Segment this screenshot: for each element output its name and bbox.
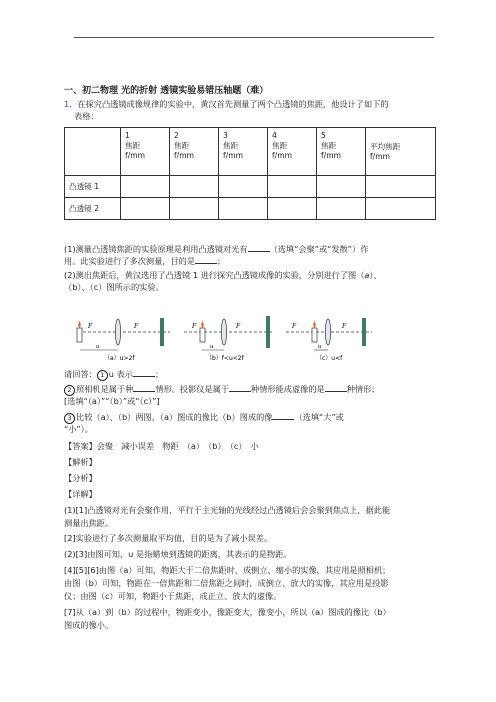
screen-icon bbox=[160, 318, 164, 346]
candle-icon bbox=[312, 328, 317, 342]
lens-icon bbox=[115, 319, 120, 345]
flame-icon bbox=[78, 321, 81, 328]
part1-line2: 用。此实验进行了多次测量，目的是 ； bbox=[64, 256, 226, 266]
setup-a bbox=[77, 318, 170, 362]
detail-3: (2)[3]由图可知，u 是指蜡烛到透镜的距离，其表示的是物距。 bbox=[64, 549, 292, 559]
candle-icon bbox=[77, 328, 82, 342]
table-cell bbox=[219, 176, 268, 198]
figure-caption: （a）u>2f bbox=[104, 355, 135, 362]
section-title: 一、初二物理 光的折射 透镜实验易错压轴题（难） bbox=[64, 86, 269, 96]
detail-1b: 测量出焦距。 bbox=[64, 518, 114, 528]
jiexi-label: 【解析】 bbox=[64, 457, 97, 467]
fenxi-label: 【分析】 bbox=[64, 473, 97, 483]
answer-line: 【答案】会聚 减小误差 物距 （a） （b） （c） 小 bbox=[64, 441, 259, 451]
u-label: u bbox=[210, 344, 214, 350]
answer-blank bbox=[133, 368, 155, 377]
screen-icon bbox=[266, 316, 270, 348]
table-cell bbox=[121, 176, 170, 198]
answer-blank bbox=[195, 255, 217, 264]
detail-4b: 由图（b）可知，物距在一倍焦距和二倍焦距之间时，成倒立、放大的实像，其应用是投影 bbox=[64, 578, 389, 588]
question-number: 1． bbox=[64, 99, 78, 109]
flame-icon bbox=[201, 321, 204, 328]
part1-line1: (1)测量凸透镜焦距的实验原理是利用凸透镜对光有 （选填“会聚”或“发散”）作 bbox=[64, 244, 369, 254]
screen-icon bbox=[362, 318, 366, 346]
focal-label: F bbox=[88, 323, 93, 330]
u-label: u bbox=[318, 344, 322, 350]
table-header-row bbox=[65, 128, 436, 176]
table-cell bbox=[317, 176, 366, 198]
lens-icon bbox=[221, 319, 226, 345]
answer-prompt-line: 请回答： 1 u 表示 ； bbox=[64, 369, 164, 379]
table-cell bbox=[170, 198, 219, 220]
table-cell bbox=[268, 198, 317, 220]
circled-number-2: 2 bbox=[64, 385, 75, 396]
row-label: 凸透镜 1 bbox=[65, 176, 121, 198]
setup-c bbox=[286, 318, 372, 362]
table-header-cell: 4 焦距 f/mm bbox=[268, 128, 317, 176]
detail-4a: [4][5][6]由图（a）可知，物距大于二倍焦距时，成倒立、缩小的实像，其应用是照相机； bbox=[64, 565, 391, 575]
focal-label: F bbox=[134, 323, 139, 330]
candle-icon bbox=[200, 328, 205, 342]
part2-line1: (2)测出焦距后，黄汉选用了凸透镜 1 进行探究凸透镜成像的实验，分别进行了图（a）、 bbox=[64, 270, 382, 280]
table-cell bbox=[219, 198, 268, 220]
table-header-cell: 2 焦距 f/mm bbox=[170, 128, 219, 176]
header-rule bbox=[74, 37, 434, 38]
answer-blank bbox=[272, 411, 294, 420]
figure-caption: （c）u<f bbox=[316, 355, 343, 362]
detail-5b: 图成的像小。 bbox=[64, 620, 114, 630]
table-header-cell: 5 焦距 f/mm bbox=[317, 128, 366, 176]
table-header-cell: 平均焦距 f/mm bbox=[366, 128, 436, 176]
lens-icon bbox=[325, 319, 330, 345]
focal-label: F bbox=[342, 323, 347, 330]
circled-number-3: 3 bbox=[64, 413, 75, 424]
table-row bbox=[65, 198, 436, 220]
lens-experiment-figure bbox=[74, 310, 374, 362]
question-stem-line2: 表格： bbox=[74, 111, 99, 121]
focal-length-table bbox=[64, 127, 436, 220]
circled-number-1: 1 bbox=[97, 370, 108, 381]
detail-4c: 仪；由图（c）可知，物距小于焦距，成正立、放大的虚像。 bbox=[64, 591, 282, 601]
sub2-line: 2 照相机是属于种 情形。投影仪是属于 种情形能成虚像的是 种情形； bbox=[64, 383, 380, 396]
answer-blank bbox=[133, 383, 155, 392]
table-cell bbox=[121, 198, 170, 220]
table-cell bbox=[366, 176, 436, 198]
table-cell bbox=[317, 198, 366, 220]
row-label: 凸透镜 2 bbox=[65, 198, 121, 220]
focal-label: F bbox=[236, 323, 241, 330]
focal-label: F bbox=[292, 323, 297, 330]
part2-line2: （b）、（c）图所示的实验。 bbox=[64, 282, 164, 292]
table-cell bbox=[366, 198, 436, 220]
table-cell bbox=[170, 176, 219, 198]
table-header-cell: 3 焦距 f/mm bbox=[219, 128, 268, 176]
table-cell bbox=[268, 176, 317, 198]
sub3-tail: “小”）。 bbox=[64, 424, 93, 434]
table-corner-cell bbox=[65, 128, 121, 176]
table-header-cell: 1 焦距 f/mm bbox=[121, 128, 170, 176]
answer-blank bbox=[248, 243, 270, 252]
xiangjie-label: 【详解】 bbox=[64, 489, 97, 499]
u-label: u bbox=[96, 344, 100, 350]
answer-blank bbox=[229, 383, 251, 392]
sub2-hint: [选填“（a）”“（b）”或“（c）”] bbox=[64, 396, 160, 406]
detail-1a: (1)[1]凸透镜对光有会聚作用，平行于主光轴的光线经过凸透镜后会会聚到焦点上，据此能 bbox=[64, 505, 391, 515]
detail-5a: [7]从（a）到（b）的过程中，物距变小，像距变大，像变小，所以（a）图成的像比（b） bbox=[64, 607, 391, 617]
table-row bbox=[65, 176, 436, 198]
focal-label: F bbox=[192, 323, 197, 330]
setup-b bbox=[184, 316, 274, 362]
figure-caption: （b）f<u<2f bbox=[206, 355, 244, 362]
question-stem-line1: 1．在探究凸透镜成像规律的实验中，黄汉首先测量了两个凸透镜的焦距，他设计了如下的 bbox=[64, 99, 389, 109]
flame-icon bbox=[313, 321, 316, 328]
detail-2: [2]实验进行了多次测量取平均值，目的是为了减小误差。 bbox=[64, 533, 273, 543]
sub3-line: 3 比较（a）、（b）两图，（a）图成的像比（b）图成的像 （选填“大”或 bbox=[64, 411, 344, 424]
answer-blank bbox=[325, 383, 347, 392]
